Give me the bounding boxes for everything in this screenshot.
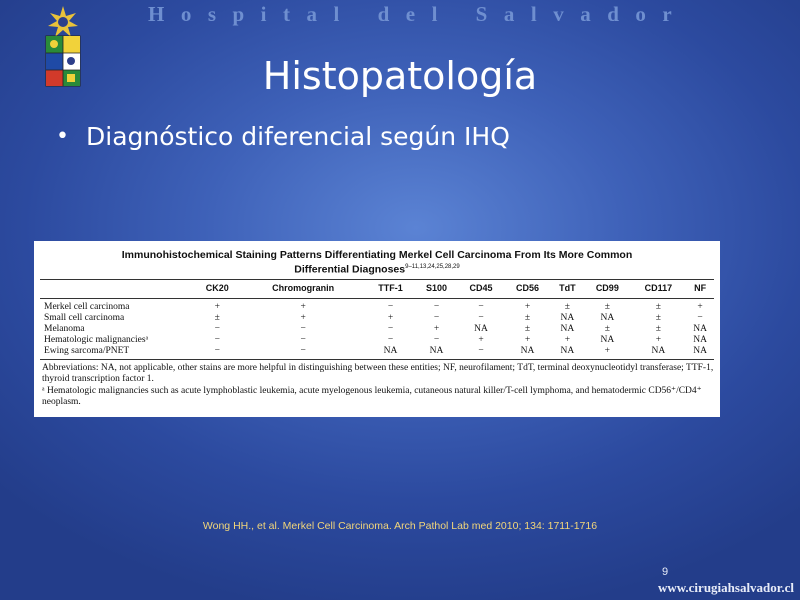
table-cell: − <box>433 312 440 323</box>
table-cell: − <box>214 334 220 345</box>
table-cell: ± <box>604 323 610 334</box>
table-row <box>40 324 714 335</box>
row-label: Hematologic malignanciesᵃ <box>44 334 149 345</box>
slide-title: Histopatología <box>262 54 538 98</box>
table-title-line1: Immunohistochemical Staining Patterns Differentiating Merkel Cell Carcinoma From Its More Common <box>121 249 633 261</box>
table-cell: NA <box>686 346 714 360</box>
table-cell: NA <box>600 312 615 323</box>
table-cell: NA <box>474 323 488 334</box>
table-cell: NA <box>560 312 575 323</box>
table-cell: ± <box>524 312 531 323</box>
table-cell: − <box>214 323 220 334</box>
row-label: Small cell carcinoma <box>44 312 125 323</box>
table-cell: + <box>387 312 394 323</box>
table-abbreviations: Abbreviations: NA, not applicable, other stains are more helpful in distinguishing between these entities; NF, neurofilament; TdT, terminal deoxynucleotidyl transferase; TTF-1, thyroid transcription factor 1. <box>42 362 714 384</box>
table-cell: NA <box>560 323 575 334</box>
staining-table <box>40 280 714 360</box>
column-header: CD117 <box>631 280 687 299</box>
table-cell: NA <box>415 346 457 360</box>
header-institution-name: Hospital del Salvador <box>148 2 689 26</box>
table-cell: − <box>433 301 440 312</box>
column-header: TdT <box>551 280 584 299</box>
table-cell: − <box>433 334 440 345</box>
bullet-text: Diagnóstico diferencial según IHQ <box>86 122 510 151</box>
table-cell: − <box>300 334 306 345</box>
table-cell: + <box>433 323 440 334</box>
table-cell: − <box>458 346 505 360</box>
ihq-table-figure <box>34 241 720 417</box>
table-cell: ± <box>604 301 610 312</box>
table-cell: NA <box>631 346 687 360</box>
column-header: CK20 <box>194 280 241 299</box>
table-title-refs: 9–11,13,24,25,28,29 <box>405 264 460 270</box>
page-number: 9 <box>662 566 669 578</box>
website-url: www.cirugiahsalvador.cl <box>657 580 794 595</box>
table-cell: − <box>697 312 703 323</box>
column-header: S100 <box>415 280 457 299</box>
column-header: TTF-1 <box>366 280 416 299</box>
table-cell: NA <box>693 334 707 345</box>
row-label: Merkel cell carcinoma <box>44 301 130 312</box>
table-cell: + <box>584 346 631 360</box>
column-header: CD45 <box>458 280 505 299</box>
table-cell: + <box>478 334 484 345</box>
table-cell: NA <box>366 346 416 360</box>
column-header: Chromogranin <box>241 280 366 299</box>
table-cell: ± <box>564 301 571 312</box>
table-cell: + <box>524 301 531 312</box>
table-cell: NA <box>693 323 707 334</box>
column-header: CD99 <box>584 280 631 299</box>
table-cell: + <box>697 301 703 312</box>
citation-reference: Wong HH., et al. Merkel Cell Carcinoma. Arch Pathol Lab med 2010; 134: 1711-1716 <box>202 520 598 532</box>
table-cell: ± <box>524 323 531 334</box>
table-cell: NA <box>600 334 615 345</box>
table-header-row <box>40 280 714 299</box>
bullet-item <box>56 122 510 151</box>
table-cell: − <box>300 323 306 334</box>
table-cell: + <box>300 301 306 312</box>
table-row <box>40 346 714 360</box>
table-cell: NA <box>504 346 551 360</box>
table-cell: + <box>655 334 662 345</box>
table-row <box>40 298 714 313</box>
table-cell: ± <box>655 312 661 323</box>
table-row <box>40 335 714 346</box>
table-cell: − <box>387 301 394 312</box>
bullet-dot-icon: • <box>56 124 69 149</box>
table-cell: NA <box>551 346 584 360</box>
table-row <box>40 313 714 324</box>
table-cell: + <box>214 301 220 312</box>
row-label: Ewing sarcoma/PNET <box>40 346 194 360</box>
table-cell: − <box>478 312 484 323</box>
column-header: CD56 <box>504 280 551 299</box>
table-body <box>40 298 714 359</box>
table-footnote: ᵃ Hematologic malignancies such as acute lymphoblastic leukemia, acute myelogenous leukemia, cutaneous natural killer/T-cell lymphoma, and hematodermic CD56⁺/CD4⁺ neoplasm. <box>42 385 702 407</box>
table-cell: + <box>524 334 531 345</box>
column-header <box>40 280 194 299</box>
table-cell: ± <box>214 312 220 323</box>
table-cell: − <box>241 346 366 360</box>
table-cell: + <box>300 312 306 323</box>
table-title-line2: Differential Diagnoses <box>294 263 406 276</box>
table-cell: − <box>194 346 241 360</box>
table-cell: − <box>387 334 394 345</box>
table-cell: ± <box>655 323 661 334</box>
table-cell: − <box>478 301 484 312</box>
table-cell: + <box>564 334 571 345</box>
table-notes <box>40 363 714 408</box>
row-label: Melanoma <box>44 323 85 334</box>
table-cell: − <box>387 323 394 334</box>
table-title <box>40 249 714 276</box>
table-cell: ± <box>655 301 661 312</box>
column-header: NF <box>686 280 714 299</box>
